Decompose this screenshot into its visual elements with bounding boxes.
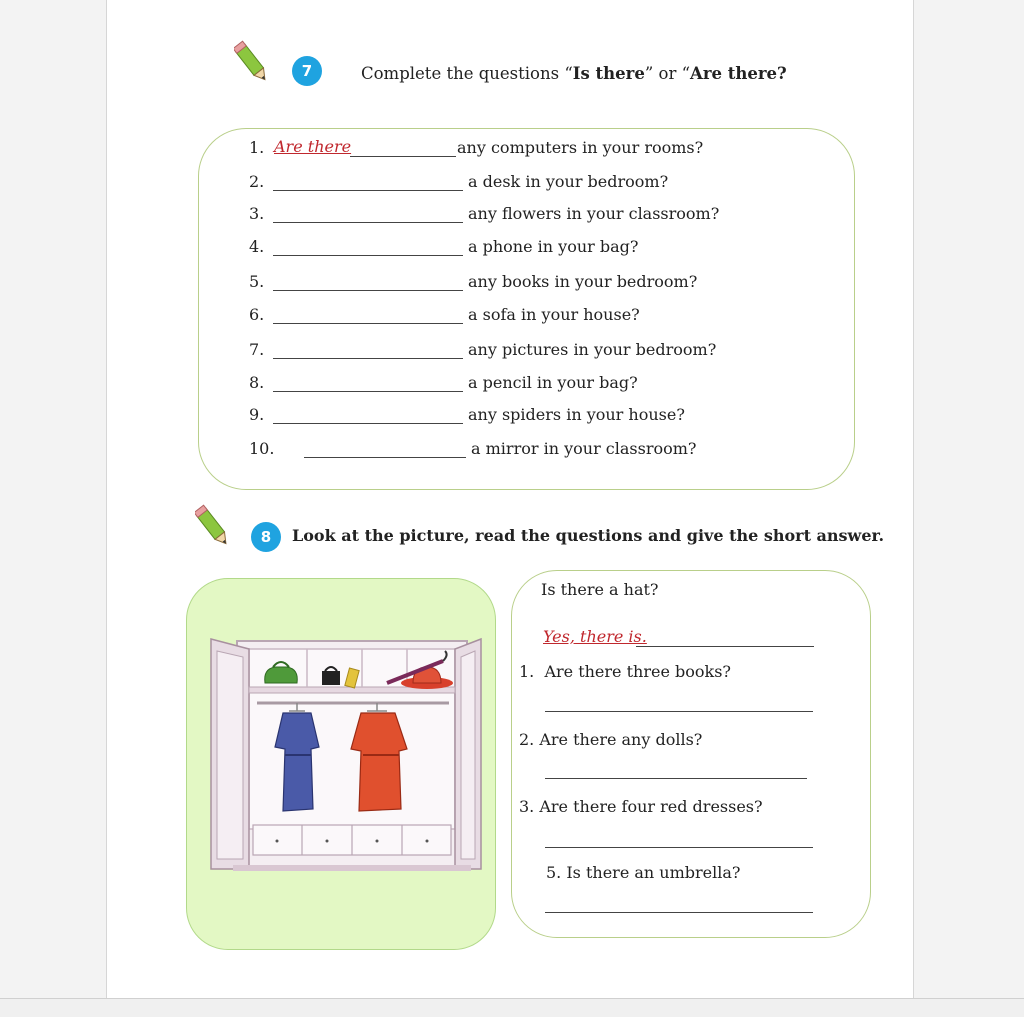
answer-blank[interactable] (545, 711, 813, 712)
question-number: 5. (249, 272, 265, 291)
wardrobe-illustration (187, 579, 496, 950)
status-bar (0, 998, 1024, 1017)
example-question: Is there a hat? (541, 580, 659, 599)
question-number: 4. (249, 237, 265, 256)
question-number: 7. (249, 340, 265, 359)
answer-blank[interactable] (273, 323, 463, 324)
question-3: 3. Are there four red dresses? (519, 797, 763, 816)
question-text: a desk in your bedroom? (468, 172, 669, 191)
answer-blank[interactable] (545, 778, 807, 779)
question-text: a sofa in your house? (468, 305, 640, 324)
example-answer: Are there (274, 137, 352, 156)
question-number: 8. (249, 373, 265, 392)
question-text: any books in your bedroom? (468, 272, 698, 291)
answer-blank[interactable] (545, 912, 813, 913)
question-text: any spiders in your house? (468, 405, 685, 424)
answer-blank[interactable] (545, 847, 813, 848)
answer-blank[interactable] (350, 156, 456, 157)
question-text: a phone in your bag? (468, 237, 639, 256)
question-number: 1. (249, 138, 265, 157)
exercise-8-instruction: Look at the picture, read the questions and give the short answer. (292, 526, 885, 545)
answer-blank[interactable] (636, 646, 814, 647)
question-text: any computers in your rooms? (457, 138, 704, 157)
answer-blank[interactable] (273, 255, 463, 256)
question-number: 9. (249, 405, 265, 424)
question-number: 10. (249, 439, 275, 458)
question-number: 2. (249, 172, 265, 191)
answer-blank[interactable] (273, 290, 463, 291)
question-number: 3. (249, 204, 265, 223)
question-text: any flowers in your classroom? (468, 204, 720, 223)
question-5: 5. Is there an umbrella? (546, 863, 741, 882)
answer-blank[interactable] (273, 222, 463, 223)
exercise-8-badge: 8 (251, 522, 281, 552)
pencil-icon (234, 40, 270, 86)
pencil-icon (195, 504, 231, 550)
exercise-7-instruction: Complete the questions “Is there” or “Are there? (361, 64, 787, 83)
example-answer: Yes, there is. (543, 627, 647, 646)
exercise-8-box (511, 570, 871, 938)
question-text: a pencil in your bag? (468, 373, 638, 392)
question-text: any pictures in your bedroom? (468, 340, 717, 359)
question-text: a mirror in your classroom? (471, 439, 697, 458)
answer-blank[interactable] (273, 190, 463, 191)
question-1: 1. Are there three books? (519, 662, 731, 681)
answer-blank[interactable] (273, 358, 463, 359)
answer-blank[interactable] (273, 423, 463, 424)
wardrobe-picture-box (186, 578, 496, 950)
exercise-7-badge: 7 (292, 56, 322, 86)
question-number: 6. (249, 305, 265, 324)
question-2: 2. Are there any dolls? (519, 730, 703, 749)
answer-blank[interactable] (273, 391, 463, 392)
answer-blank[interactable] (304, 457, 466, 458)
